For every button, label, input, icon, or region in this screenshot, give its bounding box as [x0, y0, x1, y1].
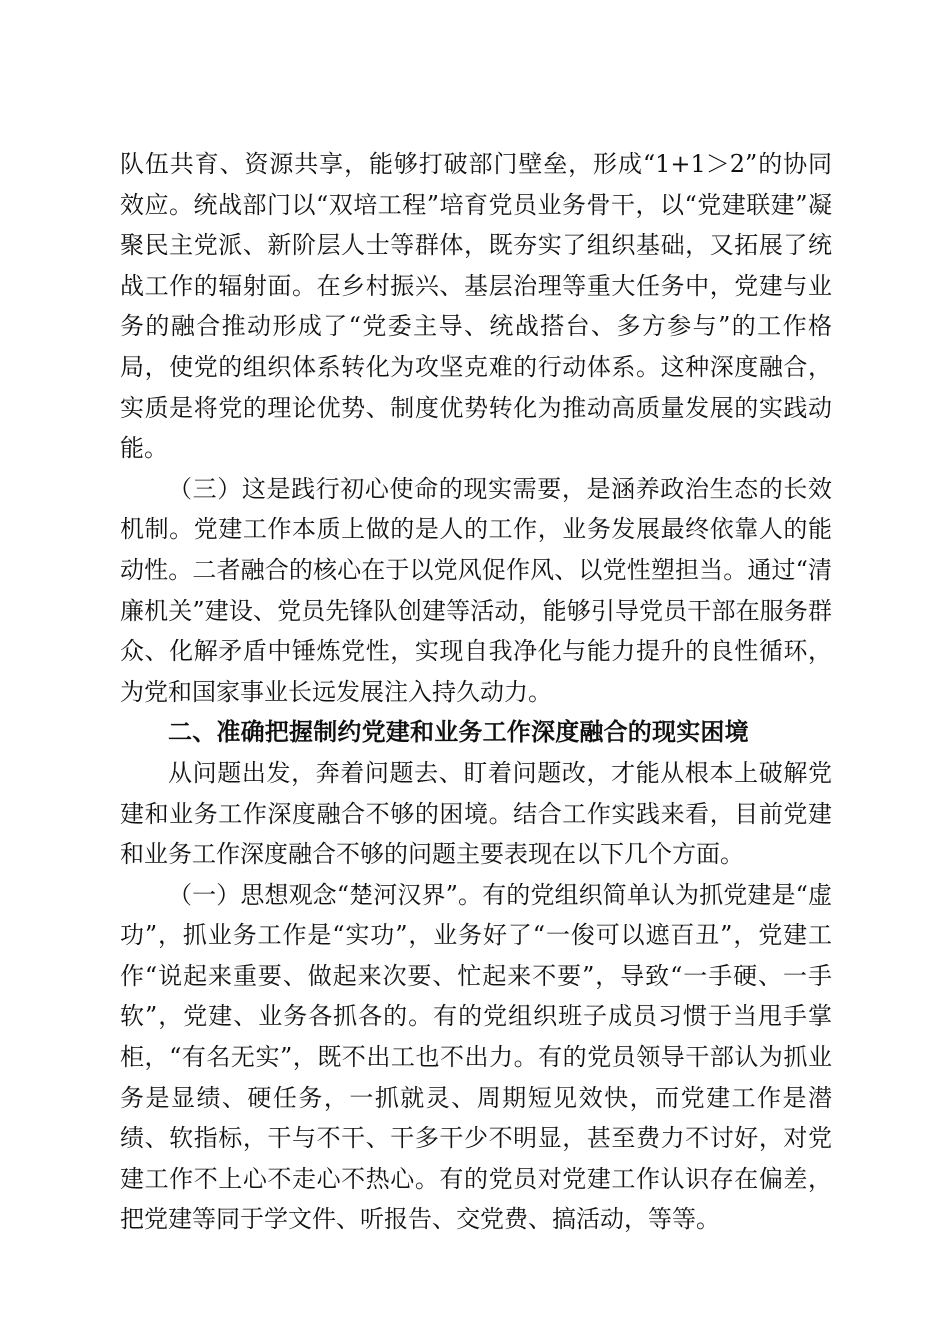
document-page: [120, 144, 832, 1240]
body-paragraph-4: （一）思想观念“楚河汉界”。有的党组织简单认为抓党建是“虚功”，抓业务工作是“实功”，业务好了“一俊可以遮百丑”，党建工作“说起来重要、做起来次要、忙起来不要”，导致“一手硬、一手软”，党建、业务各抓各的。有的党组织班子成员习惯于当甩手掌柜，“有名无实”，既不出工也不出力。有的党员领导干部认为抓业务是显绩、硬任务，一抓就灵、周期短见效快，而党建工作是潜绩、软指标，干与不干、干多干少不明显，甚至费力不讨好，对党建工作不上心不走心不热心。有的党员对党建工作认识存在偏差，把党建等同于学文件、听报告、交党费、搞活动，等等。: [120, 880, 832, 1234]
body-paragraph-3: 从问题出发，奔着问题去、盯着问题改，才能从根本上破解党建和业务工作深度融合不够的困境。结合工作实践来看，目前党建和业务工作深度融合不够的问题主要表现在以下几个方面。: [120, 758, 832, 869]
body-paragraph-1: 队伍共育、资源共享，能够打破部门壁垒，形成“1+1＞2”的协同效应。统战部门以“双培工程”培育党员业务骨干，以“党建联建”凝聚民主党派、新阶层人士等群体，既夯实了组织基础，又拓展了统战工作的辐射面。在乡村振兴、基层治理等重大任务中，党建与业务的融合推动形成了“党委主导、统战搭台、多方参与”的工作格局，使党的组织体系转化为攻坚克难的行动体系。这种深度融合，实质是将党的理论优势、制度优势转化为推动高质量发展的实践动能。: [120, 150, 832, 463]
section-heading-2: 二、准确把握制约党建和业务工作深度融合的现实困境: [168, 718, 749, 747]
body-paragraph-2: （三）这是践行初心使命的现实需要，是涵养政治生态的长效机制。党建工作本质上做的是人的工作，业务发展最终依靠人的能动性。二者融合的核心在于以党风促作风、以党性塑担当。通过“清廉机关”建设、党员先锋队创建等活动，能够引导党员干部在服务群众、化解矛盾中锤炼党性，实现自我净化与能力提升的良性循环，为党和国家事业长远发展注入持久动力。: [120, 474, 832, 706]
